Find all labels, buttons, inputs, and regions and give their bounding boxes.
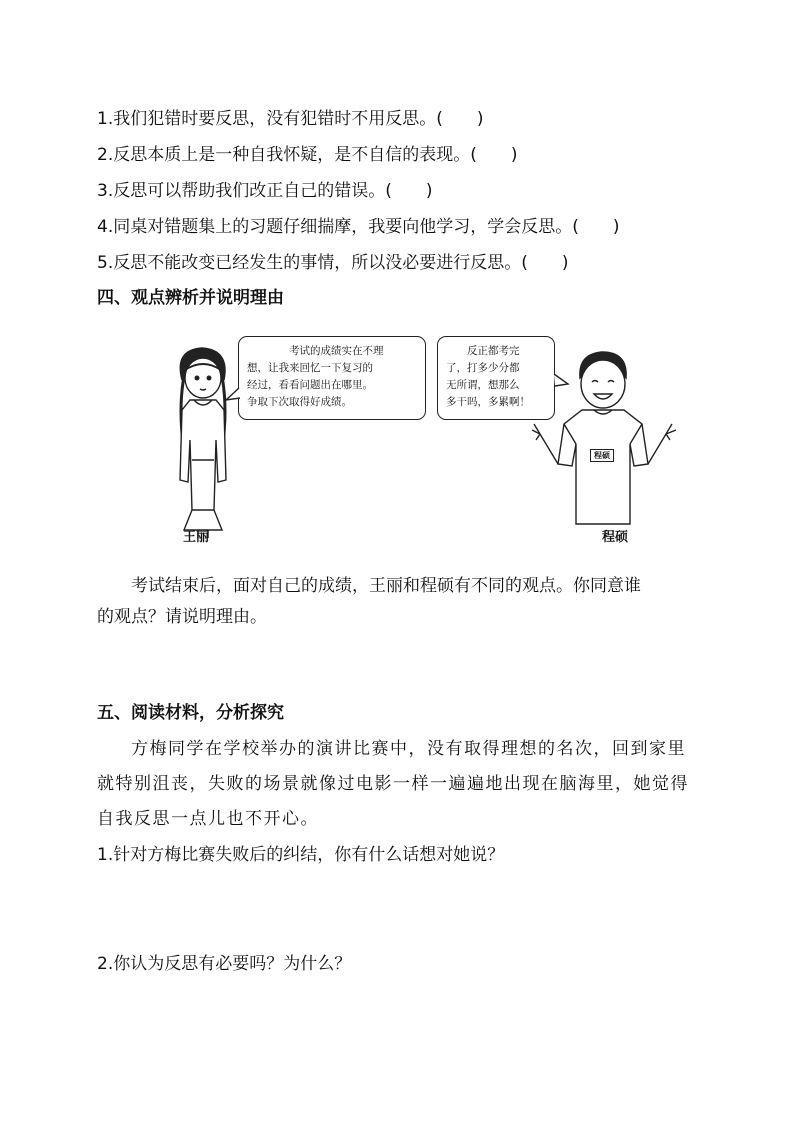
section-5-heading: 五、阅读材料，分析探究: [97, 703, 284, 723]
left-bubble-line-4: 争取下次取得好成绩。: [247, 396, 352, 408]
boy-figure: [530, 344, 680, 534]
section-5-question-1: 1.针对方梅比赛失败后的纠结，你有什么话想对她说？: [97, 845, 505, 865]
judgement-item-2: 2.反思本质上是一种自我怀疑，是不自信的表现。( ): [97, 145, 518, 165]
girl-name: 王丽: [183, 530, 210, 545]
left-bubble-tail: [226, 388, 246, 408]
left-bubble-line-1: 考试的成绩实在不理: [289, 345, 384, 357]
right-bubble-line-1: 反正都考完: [467, 345, 520, 357]
illustration: [150, 322, 690, 554]
left-bubble-line-3: 经过，看看问题出在哪里。: [247, 379, 373, 391]
material-line-3: 自我反思一点儿也不开心。: [97, 809, 319, 829]
material-line-1: 方梅同学在学校举办的演讲比赛中，没有取得理想的名次，回到家里: [131, 739, 686, 759]
judgement-item-4: 4.同桌对错题集上的习题仔细揣摩，我要向他学习，学会反思。( ): [97, 217, 620, 237]
section-5-question-2: 2.你认为反思有必要吗？为什么？: [97, 954, 352, 974]
left-speech-bubble: [238, 336, 426, 420]
material-line-2: 就特别沮丧，失败的场景就像过电影一样一遍遍地出现在脑海里，她觉得: [97, 774, 689, 794]
right-bubble-line-2: 了，打多少分都: [446, 362, 520, 374]
boy-shirt-label: 程硕: [590, 449, 614, 462]
boy-name: 程硕: [602, 530, 629, 545]
section-4-question-line-2: 的观点？请说明理由。: [97, 607, 267, 627]
right-bubble-line-3: 无所谓，想那么: [446, 379, 520, 391]
section-4-question-line-1: 考试结束后，面对自己的成绩，王丽和程硕有不同的观点。你同意谁: [131, 576, 641, 596]
right-bubble-line-4: 多干吗，多累啊！: [446, 396, 530, 408]
left-bubble-line-2: 想，让我来回忆一下复习的: [247, 362, 373, 374]
judgement-item-1: 1.我们犯错时要反思，没有犯错时不用反思。( ): [97, 109, 484, 129]
judgement-item-5: 5.反思不能改变已经发生的事情，所以没必要进行反思。( ): [97, 253, 569, 273]
judgement-item-3: 3.反思可以帮助我们改正自己的错误。( ): [97, 181, 433, 201]
section-4-heading: 四、观点辨析并说明理由: [97, 288, 284, 308]
